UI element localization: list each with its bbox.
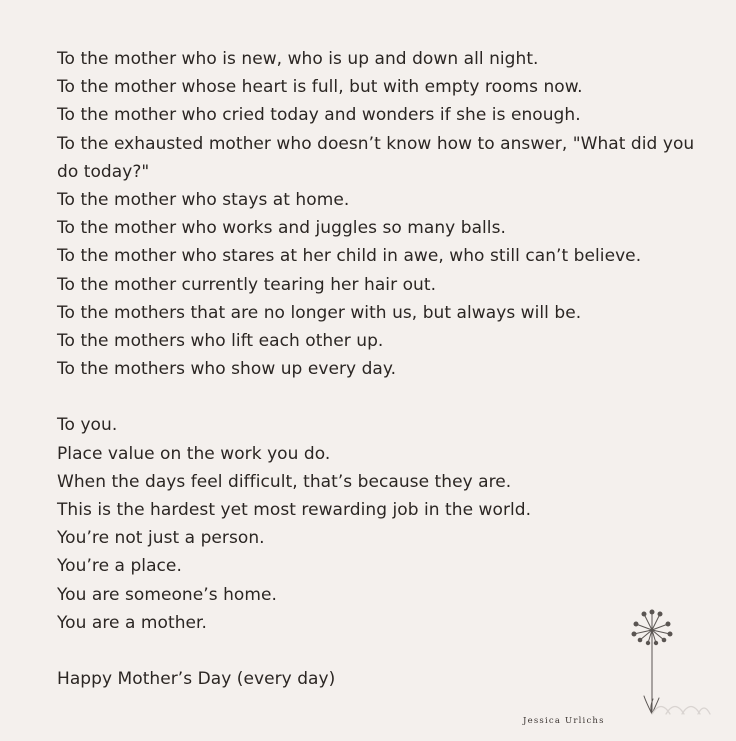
watermark-icon bbox=[646, 696, 714, 720]
poem-line: To the mother currently tearing her hair out. bbox=[57, 274, 437, 295]
poem-line: To the mother who stays at home. bbox=[57, 190, 350, 211]
poem-line: To the mother who works and juggles so many balls. bbox=[57, 218, 506, 239]
author-signature: Jessica Urlichs bbox=[523, 716, 605, 726]
poem-line: To the mothers that are no longer with us, but always will be. bbox=[57, 302, 582, 323]
poem-line: To the exhausted mother who doesn’t know how to answer, "What did you bbox=[57, 133, 695, 154]
poem-line: When the days feel difficult, that’s because they are. bbox=[57, 471, 512, 492]
poem-line: This is the hardest yet most rewarding job in the world. bbox=[57, 500, 532, 521]
poem-stanza-2 bbox=[57, 411, 707, 637]
poem-line: To the mothers who show up every day. bbox=[57, 359, 397, 380]
poem-line: To the mother whose heart is full, but with empty rooms now. bbox=[57, 77, 583, 98]
poem-line: You are a mother. bbox=[57, 612, 207, 633]
closing-line: Happy Mother’s Day (every day) bbox=[57, 669, 336, 690]
poem-text bbox=[57, 45, 707, 693]
poem-line: You are someone’s home. bbox=[57, 584, 277, 605]
poem-line: You’re not just a person. bbox=[57, 528, 265, 549]
poem-line: Place value on the work you do. bbox=[57, 443, 331, 464]
poem-line: To the mothers who lift each other up. bbox=[57, 331, 384, 352]
stanza-spacer bbox=[57, 383, 707, 411]
poem-stanza-1 bbox=[57, 45, 707, 383]
poem-line: To the mother who stares at her child in awe, who still can’t believe. bbox=[57, 246, 642, 267]
poem-line: To the mother who is new, who is up and down all night. bbox=[57, 49, 539, 69]
poem-line: To the mother who cried today and wonders if she is enough. bbox=[57, 105, 581, 126]
poem-line: You’re a place. bbox=[57, 556, 182, 577]
poem-line: do today?" bbox=[57, 161, 150, 182]
poem-line: To you. bbox=[57, 415, 118, 436]
